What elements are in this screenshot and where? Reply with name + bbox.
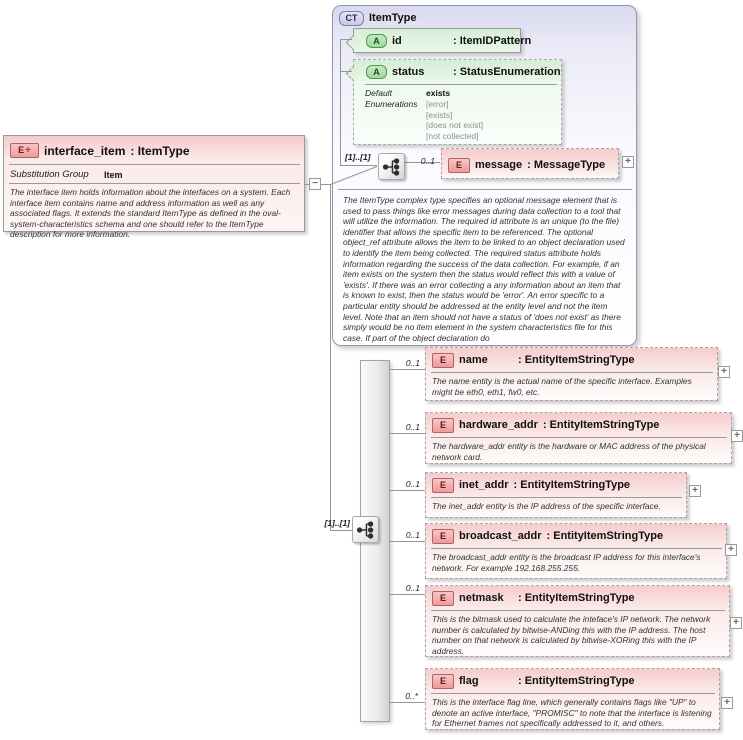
cardinality-broadcast-addr: 0..1: [405, 530, 420, 540]
attribute-id-box[interactable]: [353, 28, 532, 53]
sequence-cardinality: [1]..[1]: [345, 152, 371, 162]
message-cardinality: 0..1: [420, 156, 435, 166]
broadcast-addr-element-type: : EntityItemStringType: [546, 530, 664, 542]
status-enum-value: [exists]: [426, 109, 453, 120]
hardware-addr-element-box[interactable]: [425, 412, 732, 464]
cardinality-hardware-addr: 0..1: [405, 422, 420, 432]
cardinality-netmask: 0..1: [405, 583, 420, 593]
expand-button-name[interactable]: +: [718, 366, 730, 378]
expand-button-message[interactable]: +: [622, 156, 634, 168]
netmask-element-type: : EntityItemStringType: [518, 592, 635, 604]
sequence-icon[interactable]: [352, 516, 379, 543]
cardinality-name: 0..1: [405, 358, 420, 368]
broadcast-addr-element-box[interactable]: [425, 523, 727, 579]
attribute-status-box[interactable]: [353, 59, 562, 145]
flag-description: This is the interface flag line, which generally contains flags like "UP" to denote an active interface, "PROMISC" to note that the interface is listening for Ethernet frames not specifically addressed to it, and others.: [432, 697, 712, 729]
attribute-icon: A: [366, 34, 387, 48]
name-description: The name entity is the actual name of the specific interface. Examples might be eth0, eth1, fw0, etc.: [432, 376, 692, 397]
collapse-button[interactable]: −: [309, 178, 321, 190]
cardinality-flag: 0..*: [405, 691, 418, 701]
hardware-addr-element-type: : EntityItemStringType: [542, 419, 660, 431]
interface-item-element-box[interactable]: [3, 135, 305, 240]
expand-button-flag[interactable]: +: [721, 697, 733, 709]
broadcast-addr-element-name: broadcast_addr: [459, 530, 542, 542]
expand-button-inet-addr[interactable]: +: [689, 485, 701, 497]
attribute-id-name: id: [392, 35, 402, 47]
element-icon: E: [448, 158, 470, 173]
status-default-label: Default: [365, 88, 392, 98]
message-name: message: [475, 159, 523, 171]
interface-item-description: The interface item holds information about the interfaces on a system. Each interface item contains name and address information as well as any associated flags. It extends the standard ItemType as defined in the oval-system-characteristics schema and one should refer to the ItemType description for more information.: [10, 187, 291, 240]
inet-addr-element-name: inet_addr: [459, 479, 509, 491]
sequence-icon[interactable]: [378, 153, 405, 180]
name-element-name: name: [459, 354, 488, 366]
interface-item-name: interface_item: [44, 143, 126, 158]
broadcast-addr-description: The broadcast_addr entity is the broadcast IP address for this interface's network. For example 192.168.255.255.: [432, 552, 701, 573]
interface-item-type: : ItemType: [130, 143, 190, 158]
complex-type-icon: CT: [339, 11, 364, 26]
name-element-box[interactable]: [425, 347, 718, 401]
expand-button-broadcast-addr[interactable]: +: [725, 544, 737, 556]
element-plus-icon: E +: [10, 143, 39, 158]
element-icon: E: [432, 418, 454, 433]
element-icon: E: [432, 674, 454, 689]
attribute-status-name: status: [392, 66, 425, 78]
status-default-value: exists: [426, 88, 451, 98]
attribute-icon: A: [366, 65, 387, 79]
status-enumerations-label: Enumerations: [365, 98, 418, 109]
sequence-cardinality: [1]..[1]: [324, 518, 350, 528]
flag-element-name: flag: [459, 675, 479, 687]
sequence-glyph: [355, 519, 377, 541]
element-icon: E: [432, 529, 454, 544]
substitution-group-value[interactable]: Item: [104, 169, 123, 180]
inet-addr-description: The inet_addr entity is the IP address of the specific interface.: [432, 501, 661, 511]
attribute-id-type: : ItemIDPattern: [453, 35, 532, 47]
cardinality-inet-addr: 0..1: [405, 479, 420, 489]
sequence-glyph: [381, 156, 403, 178]
element-icon: E: [432, 353, 454, 368]
netmask-element-name: netmask: [459, 592, 504, 604]
item-type-complex-type-box[interactable]: [332, 5, 637, 346]
inet-addr-element-type: : EntityItemStringType: [513, 479, 631, 491]
status-enum-value: [does not exist]: [426, 120, 484, 131]
message-type: : MessageType: [527, 159, 606, 171]
status-enum-value: [error]: [426, 98, 449, 109]
divider: [338, 189, 632, 190]
element-icon: E: [432, 478, 454, 493]
expand-button-hardware-addr[interactable]: +: [731, 430, 743, 442]
name-element-type: : EntityItemStringType: [518, 354, 635, 366]
hardware-addr-description: The hardware_addr entity is the hardware or MAC address of the physical network card.: [432, 441, 706, 462]
status-enum-value: [not collected]: [426, 131, 479, 142]
flag-element-type: : EntityItemStringType: [518, 675, 635, 687]
attribute-status-type: : StatusEnumeration: [453, 66, 561, 78]
hardware-addr-element-name: hardware_addr: [459, 419, 538, 431]
item-type-title: ItemType: [369, 12, 417, 24]
message-element-box[interactable]: [441, 148, 619, 179]
netmask-description: This is the bitmask used to calculate the inteface's IP network. The network number is calculated by bitwise-ANDing this with the IP address. The host number on that network is calculated by bitwise-XORing this with the IP address.: [432, 614, 711, 656]
expand-button-netmask[interactable]: +: [730, 617, 742, 629]
flag-element-box[interactable]: [425, 668, 720, 730]
element-icon: E: [432, 591, 454, 606]
substitution-group-label: Substitution Group: [10, 169, 89, 180]
item-type-description: The ItemType complex type specifies an optional message element that is used to pass things like error messages during data collection to a tool that will utilize the information. The required id attribute is an unique (to the file) identifier that allows the specific item to be referenced. The optional object_ref attribute allows the item to be linked to an object declaration used to identify the item being collected. The required status attribute holds information regarding the success of the data collection. For example, if an item exists on the system then the status would reflect this with a value of 'exists'. If there was an error collecting a any information about an item that is known to exist, then the status would be 'error'. An error specific to a particular entity should be addressed at the entity level and not the item level. Note that an item should not have a status of 'does not exist' as there simply would be no item element in the system characteristics file for this case. If part of the object declaration do: [343, 195, 625, 343]
inet-addr-element-box[interactable]: [425, 472, 687, 518]
netmask-element-box[interactable]: [425, 585, 730, 657]
